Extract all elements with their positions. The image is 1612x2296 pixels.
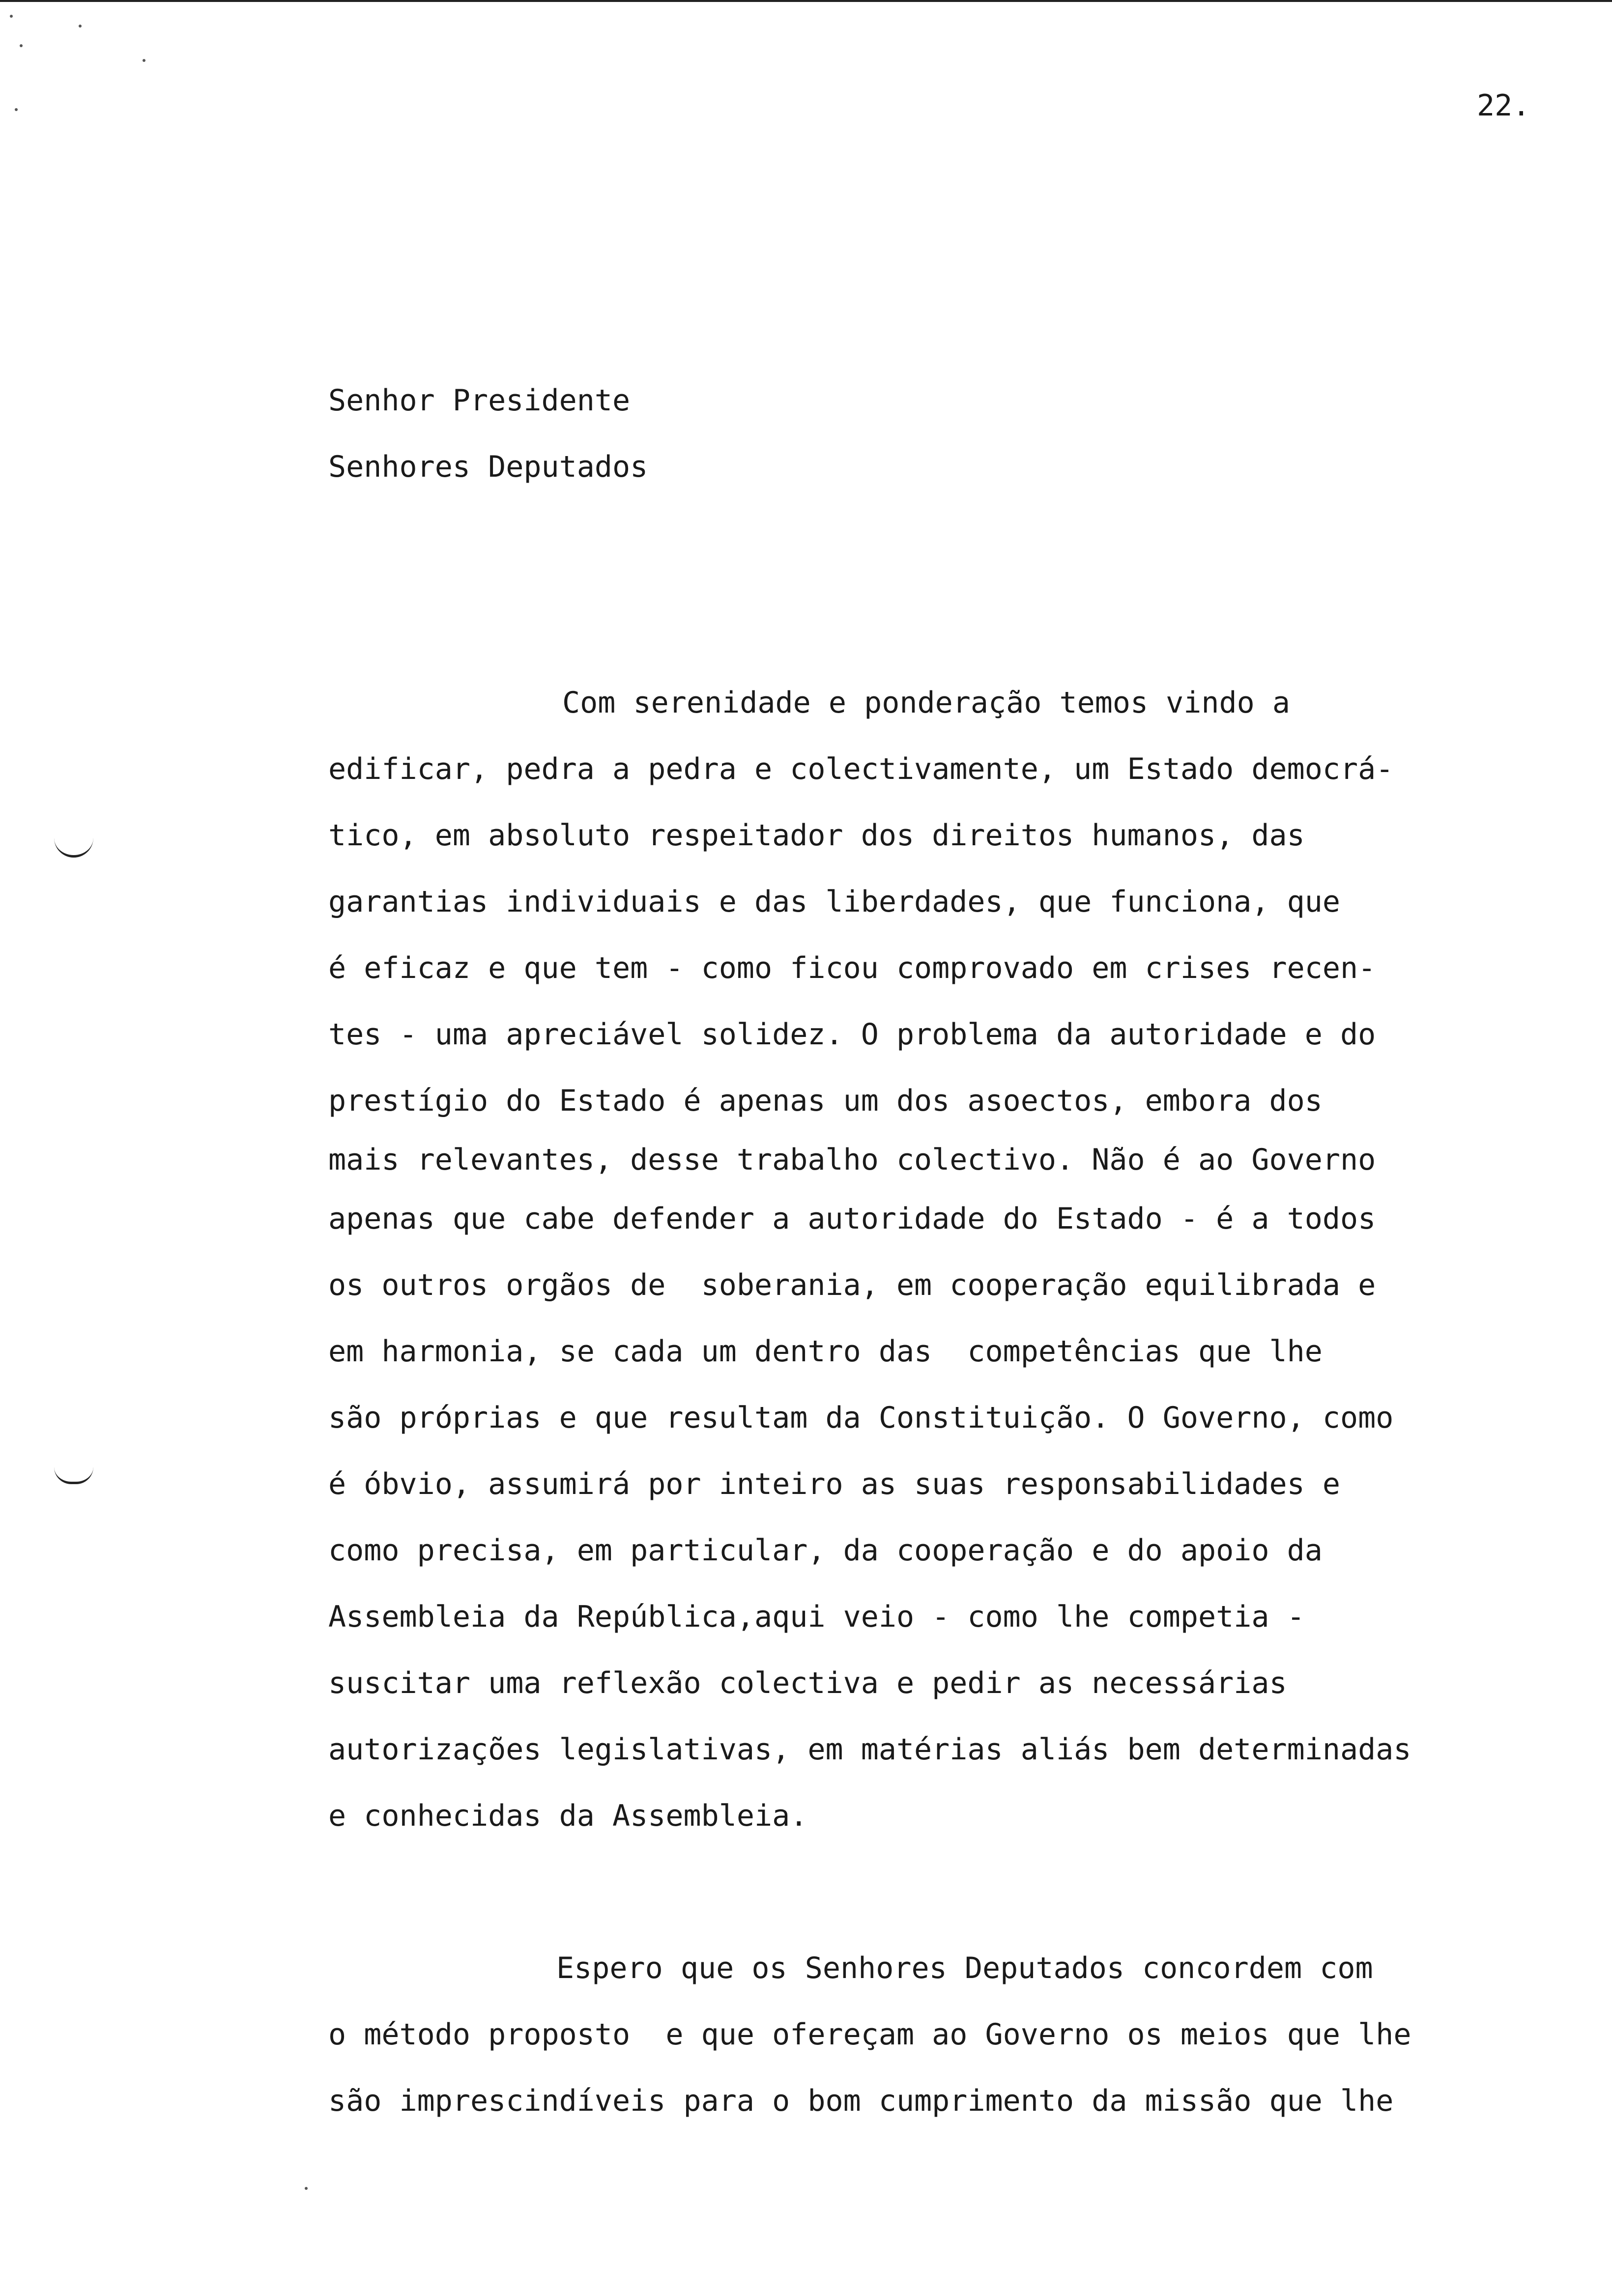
paragraph-line: e conhecidas da Assembleia.: [328, 1799, 808, 1833]
paragraph-line: tes - uma apreciável solidez. O problema da autoridade e do: [328, 1017, 1376, 1052]
scan-speck: [20, 44, 23, 47]
paragraph-line: são próprias e que resultam da Constituição. O Governo, como: [328, 1401, 1394, 1435]
scan-speck: [10, 15, 13, 18]
paragraph-line: suscitar uma reflexão colectiva e pedir as necessárias: [328, 1666, 1287, 1700]
paragraph-line: como precisa, em particular, da cooperação e do apoio da: [328, 1533, 1323, 1568]
paragraph-line: Espero que os Senhores Deputados concordem com: [556, 1951, 1373, 1985]
salutation-line-1: Senhor Presidente: [328, 383, 631, 418]
paragraph-line: garantias individuais e das liberdades, que funciona, que: [328, 885, 1341, 919]
paragraph-line: apenas que cabe defender a autoridade do Estado - é a todos: [328, 1202, 1376, 1236]
paragraph-line: mais relevantes, desse trabalho colectivo. Não é ao Governo: [328, 1143, 1376, 1177]
punch-hole-mark: [54, 1467, 93, 1484]
scan-speck: [15, 108, 18, 111]
scan-speck: [143, 59, 145, 62]
punch-hole-mark: [54, 835, 93, 858]
paragraph-line: edificar, pedra a pedra e colectivamente, um Estado democrá-: [328, 752, 1394, 786]
paragraph-line: em harmonia, se cada um dentro das competências que lhe: [328, 1334, 1323, 1369]
paragraph-line: Assembleia da República,aqui veio - como lhe competia -: [328, 1600, 1305, 1634]
paragraph-line: é óbvio, assumirá por inteiro as suas responsabilidades e: [328, 1467, 1341, 1501]
paragraph-line: Com serenidade e ponderação temos vindo a: [562, 686, 1291, 720]
paragraph-line: prestígio do Estado é apenas um dos asoectos, embora dos: [328, 1084, 1323, 1118]
scan-speck: [305, 2187, 308, 2190]
paragraph-line: os outros orgãos de soberania, em cooperação equilibrada e: [328, 1268, 1376, 1302]
paragraph-line: é eficaz e que tem - como ficou comprovado em crises recen-: [328, 951, 1376, 985]
page-number: 22.: [1477, 88, 1530, 123]
scan-top-edge: [0, 0, 1612, 2]
paragraph-line: autorizações legislativas, em matérias aliás bem determinadas: [328, 1732, 1411, 1767]
paragraph-line: o método proposto e que ofereçam ao Governo os meios que lhe: [328, 2017, 1411, 2052]
salutation-line-2: Senhores Deputados: [328, 450, 648, 484]
paragraph-line: tico, em absoluto respeitador dos direitos humanos, das: [328, 818, 1305, 853]
paragraph-line: são imprescindíveis para o bom cumprimento da missão que lhe: [328, 2084, 1394, 2118]
scan-speck: [79, 25, 82, 28]
